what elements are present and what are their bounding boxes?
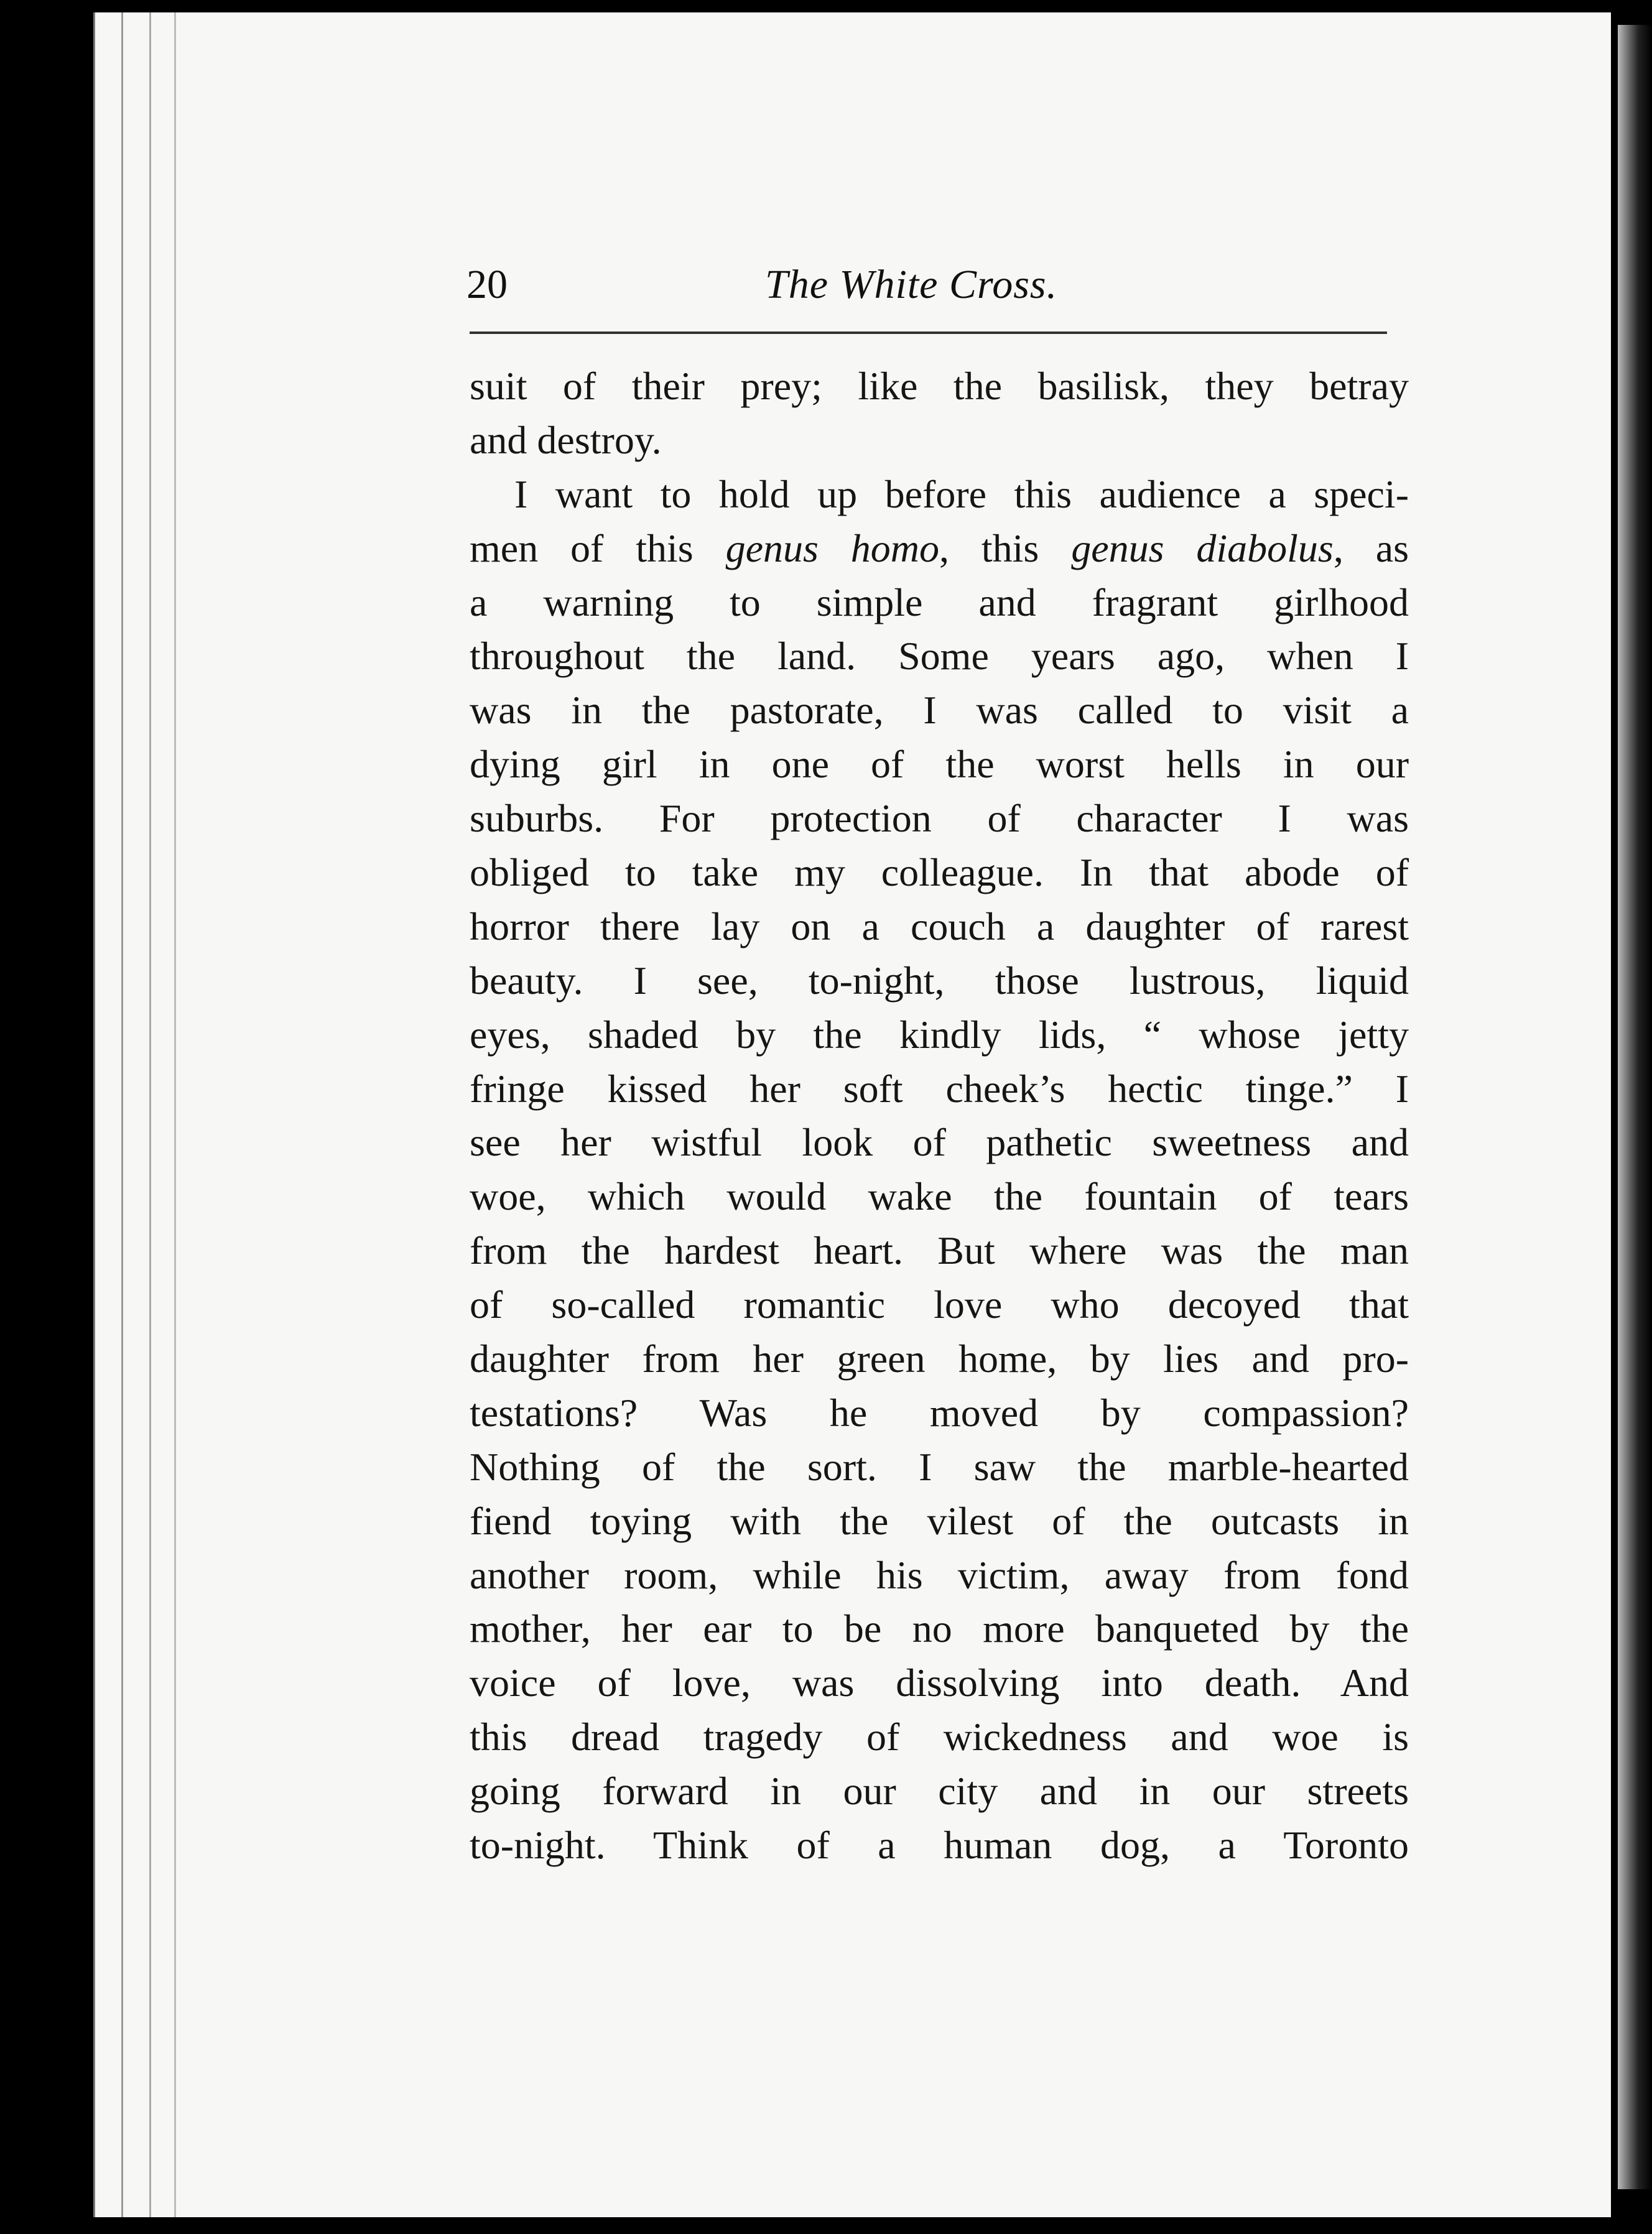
text-line: fiend toying with the vilest of the outcasts in xyxy=(470,1498,1409,1543)
text-line: fringe kissed her soft cheek’s hectic tinge.” I xyxy=(470,1066,1409,1111)
bottom-edge xyxy=(93,2219,1611,2234)
text-line: suburbs. For protection of character I was xyxy=(470,796,1409,841)
text-line: this dread tragedy of wickedness and woe is xyxy=(470,1715,1409,1759)
running-header xyxy=(466,261,1399,317)
text-line: see her wistful look of pathetic sweetness and xyxy=(470,1120,1409,1165)
header-rule xyxy=(470,331,1387,334)
text-line: men of this genus homo, this genus diabolus, as xyxy=(470,526,1409,570)
text-line: from the hardest heart. But where was the man xyxy=(470,1228,1409,1273)
page-edge xyxy=(93,12,95,2217)
text-line: mother, her ear to be no more banqueted by the xyxy=(470,1606,1409,1651)
text-line: daughter from her green home, by lies and pro- xyxy=(470,1337,1409,1381)
text-line: eyes, shaded by the kindly lids, “ whose jetty xyxy=(470,1012,1409,1057)
text-line: voice of love, was dissolving into death. And xyxy=(470,1661,1409,1705)
text-line: obliged to take my colleague. In that abode of xyxy=(470,850,1409,895)
page-edge xyxy=(121,12,123,2217)
text-line: of so-called romantic love who decoyed that xyxy=(470,1282,1409,1327)
text-line: horror there lay on a couch a daughter of rarest xyxy=(470,904,1409,948)
text-line: woe, which would wake the fountain of tears xyxy=(470,1174,1409,1219)
text-line: testations? Was he moved by compassion? xyxy=(470,1390,1409,1435)
text-line: another room, while his victim, away from fond xyxy=(470,1552,1409,1597)
page-number: 20 xyxy=(466,262,508,307)
text-line: a warning to simple and fragrant girlhood xyxy=(470,580,1409,624)
text-line: to-night. Think of a human dog, a Toronto xyxy=(470,1823,1409,1868)
page-edge xyxy=(174,12,176,2217)
text-line: dying girl in one of the worst hells in our xyxy=(470,742,1409,787)
text-line: Nothing of the sort. I saw the marble-hearted xyxy=(470,1444,1409,1489)
page-edge xyxy=(149,12,151,2217)
right-binding-shadow xyxy=(1618,25,1652,2189)
running-title: The White Cross. xyxy=(765,262,1058,307)
text-line: throughout the land. Some years ago, when I xyxy=(470,634,1409,679)
text-line: beauty. I see, to-night, those lustrous, liquid xyxy=(470,958,1409,1003)
body-text xyxy=(470,359,1409,1873)
text-line: going forward in our city and in our streets xyxy=(470,1769,1409,1814)
text-line: I want to hold up before this audience a speci- xyxy=(514,471,1409,516)
text-line: was in the pastorate, I was called to visit a xyxy=(470,688,1409,733)
text-line: suit of their prey; like the basilisk, they betray xyxy=(470,364,1409,408)
text-line: and destroy. xyxy=(470,417,662,462)
